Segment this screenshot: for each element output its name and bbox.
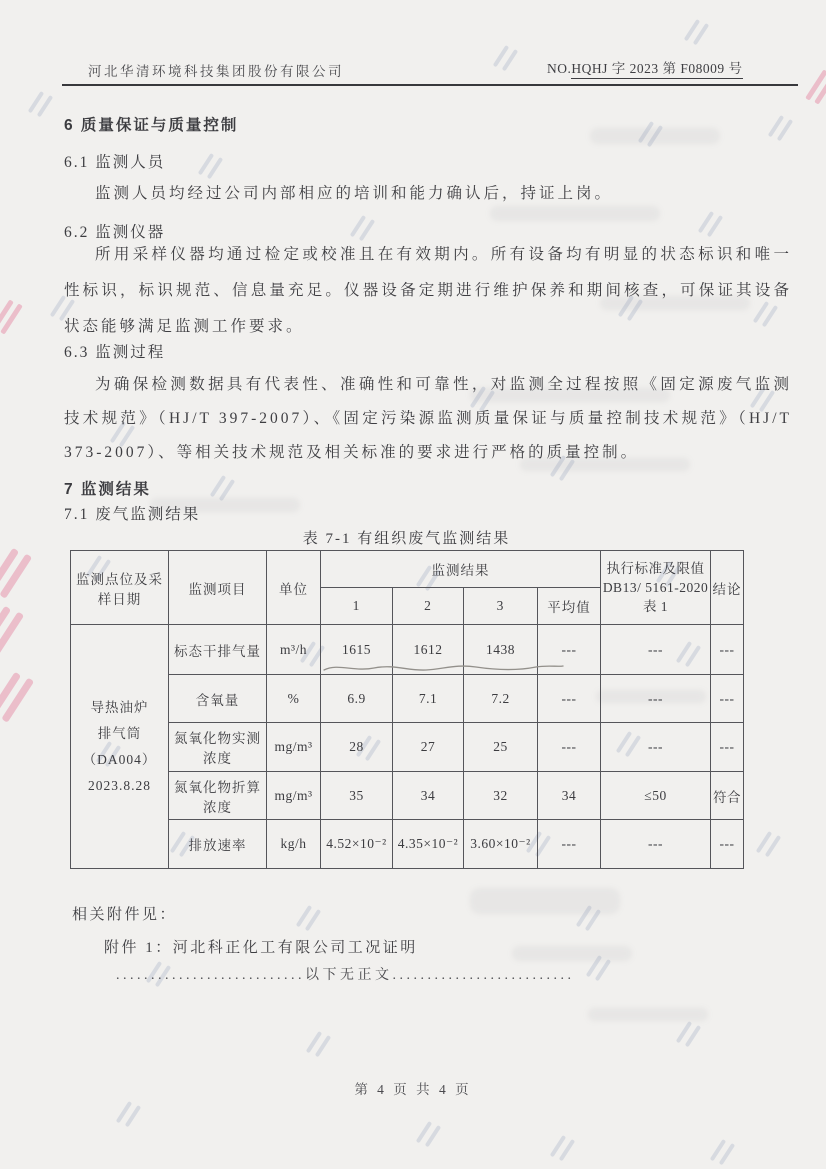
handwritten-wavy-underline	[320, 659, 566, 677]
site-line: 排气筒	[97, 725, 142, 741]
header-standard-line1: 执行标准及限值	[606, 561, 705, 576]
cell-standard: ≤50	[601, 772, 711, 820]
cell-value-2: 34	[393, 772, 464, 820]
document-number	[547, 57, 743, 77]
document-number-value: HQHJ 字 2023 第 F08009 号	[571, 61, 742, 79]
watermark-slash-icon	[495, 42, 525, 74]
site-line: （DA004）	[82, 751, 157, 767]
watermark-slash-icon	[770, 112, 800, 144]
watermark-slash-icon	[30, 88, 60, 120]
table-caption: 表 7-1 有组织废气监测结果	[302, 531, 511, 547]
header-standard	[601, 551, 711, 625]
cell-standard: ---	[601, 625, 711, 675]
cell-item: 含氧量	[169, 675, 267, 723]
header-run-1: 1	[321, 588, 393, 625]
cell-value-2: 7.1	[393, 675, 464, 723]
pink-stamp-mark-icon	[0, 296, 26, 328]
cell-site	[71, 625, 169, 869]
cell-value-1: 4.52×10⁻²	[321, 820, 393, 869]
cell-unit: mg/m³	[267, 772, 321, 820]
ink-bleed-smudge	[590, 128, 720, 144]
monitoring-results-table	[70, 550, 744, 869]
cell-value-3: 3.60×10⁻²	[464, 820, 538, 869]
cell-item: 氮氧化物折算浓度	[169, 772, 267, 820]
section-6-1-paragraph: 监测人员均经过公司内部相应的培训和能力确认后，持证上岗。	[95, 185, 614, 202]
watermark-slash-icon	[700, 208, 730, 240]
header-average: 平均值	[538, 588, 601, 625]
header-standard-line3: 表 1	[642, 599, 669, 614]
table-row	[71, 675, 744, 723]
cell-value-2: 27	[393, 723, 464, 772]
cell-average: ---	[538, 625, 601, 675]
header-item: 监测项目	[169, 551, 267, 625]
cell-conclusion: 符合	[711, 772, 744, 820]
cell-value-1: 6.9	[321, 675, 393, 723]
watermark-slash-icon	[298, 902, 328, 934]
section-6-1-title: 6.1 监测人员	[64, 154, 166, 171]
watermark-slash-icon	[758, 828, 788, 860]
ink-bleed-smudge	[588, 1008, 708, 1021]
cell-value-1: 1615	[321, 625, 393, 675]
section-6-title: 6 质量保证与质量控制	[64, 117, 239, 134]
attachment-1: 附件 1：河北科正化工有限公司工况证明	[104, 940, 418, 956]
watermark-slash-icon	[552, 1132, 582, 1164]
section-6-3-paragraph: 为确保检测数据具有代表性、准确性和可靠性，对监测全过程按照《固定源废气监测技术规范》（HJ/T 397-2007）、《固定污染源监测质量保证与质量控制技术规范》（HJ/T 373-2007）、等相关技术规范及相关标准的要求进行严格的质量控制。	[64, 376, 792, 461]
cell-unit: m³/h	[267, 625, 321, 675]
watermark-slash-icon	[308, 1028, 338, 1060]
section-6-2-title: 6.2 监测仪器	[64, 224, 166, 241]
section-6-3-title: 6.3 监测过程	[64, 344, 166, 361]
attachments-intro: 相关附件见：	[72, 907, 178, 923]
section-6-2-paragraph: 所用采样仪器均通过检定或校准且在有效期内。所有设备均有明显的状态标识和唯一性标识，标识规范、信息量充足。仪器设备定期进行维护保养和期间核查，可保证其设备状态能够满足监测工作要求。	[64, 246, 792, 335]
table-row	[71, 723, 744, 772]
cell-standard: ---	[601, 820, 711, 869]
header-standard-line2: DB13/ 5161-2020	[602, 580, 709, 595]
watermark-slash-icon	[578, 902, 608, 934]
header-run-2: 2	[393, 588, 464, 625]
section-7-1-title: 7.1 废气监测结果	[64, 506, 201, 523]
cell-average: 34	[538, 772, 601, 820]
end-of-text-note: ...........................以下无正文..........................	[116, 968, 575, 983]
cell-value-3: 1438	[464, 625, 538, 675]
watermark-slash-icon	[118, 1098, 148, 1130]
pink-stamp-mark-icon	[810, 66, 826, 98]
pink-stamp-mark-icon	[0, 543, 37, 589]
table-row	[71, 820, 744, 869]
pink-stamp-mark-icon	[0, 667, 39, 713]
header-unit: 单位	[267, 551, 321, 625]
header-site: 监测点位及采样日期	[71, 551, 169, 625]
watermark-slash-icon	[588, 952, 618, 984]
watermark-slash-icon	[678, 1018, 708, 1050]
cell-average: ---	[538, 723, 601, 772]
cell-conclusion: ---	[711, 625, 744, 675]
cell-value-3: 7.2	[464, 675, 538, 723]
cell-conclusion: ---	[711, 820, 744, 869]
cell-value-3: 25	[464, 723, 538, 772]
watermark-slash-icon	[640, 118, 670, 150]
cell-unit: mg/m³	[267, 723, 321, 772]
ink-bleed-smudge	[470, 888, 620, 914]
site-line: 导热油炉	[90, 699, 149, 715]
watermark-slash-icon	[686, 16, 716, 48]
cell-standard: ---	[601, 723, 711, 772]
cell-value-3: 32	[464, 772, 538, 820]
watermark-slash-icon	[712, 1136, 742, 1168]
page-number: 第 4 页 共 4 页	[354, 1082, 472, 1097]
cell-average: ---	[538, 820, 601, 869]
pink-stamp-mark-icon	[0, 601, 29, 647]
cell-value-1: 35	[321, 772, 393, 820]
cell-average: ---	[538, 675, 601, 723]
ink-bleed-smudge	[512, 946, 632, 961]
document-number-prefix: NO.	[547, 61, 572, 76]
cell-item: 标态干排气量	[169, 625, 267, 675]
cell-item: 氮氧化物实测浓度	[169, 723, 267, 772]
header-results-group: 监测结果	[321, 551, 601, 588]
cell-value-2: 4.35×10⁻²	[393, 820, 464, 869]
cell-standard: ---	[601, 675, 711, 723]
cell-conclusion: ---	[711, 675, 744, 723]
header-run-3: 3	[464, 588, 538, 625]
cell-unit: kg/h	[267, 820, 321, 869]
watermark-slash-icon	[418, 1118, 448, 1150]
company-name: 河北华清环境科技集团股份有限公司	[88, 64, 344, 79]
header-conclusion: 结论	[711, 551, 744, 625]
cell-unit: %	[267, 675, 321, 723]
header-rule	[62, 84, 798, 86]
cell-conclusion: ---	[711, 723, 744, 772]
site-line: 2023.8.28	[88, 777, 151, 793]
table-row	[71, 772, 744, 820]
cell-value-1: 28	[321, 723, 393, 772]
cell-item: 排放速率	[169, 820, 267, 869]
cell-value-2: 1612	[393, 625, 464, 675]
watermark-slash-icon	[212, 472, 242, 504]
section-7-title: 7 监测结果	[64, 481, 151, 498]
